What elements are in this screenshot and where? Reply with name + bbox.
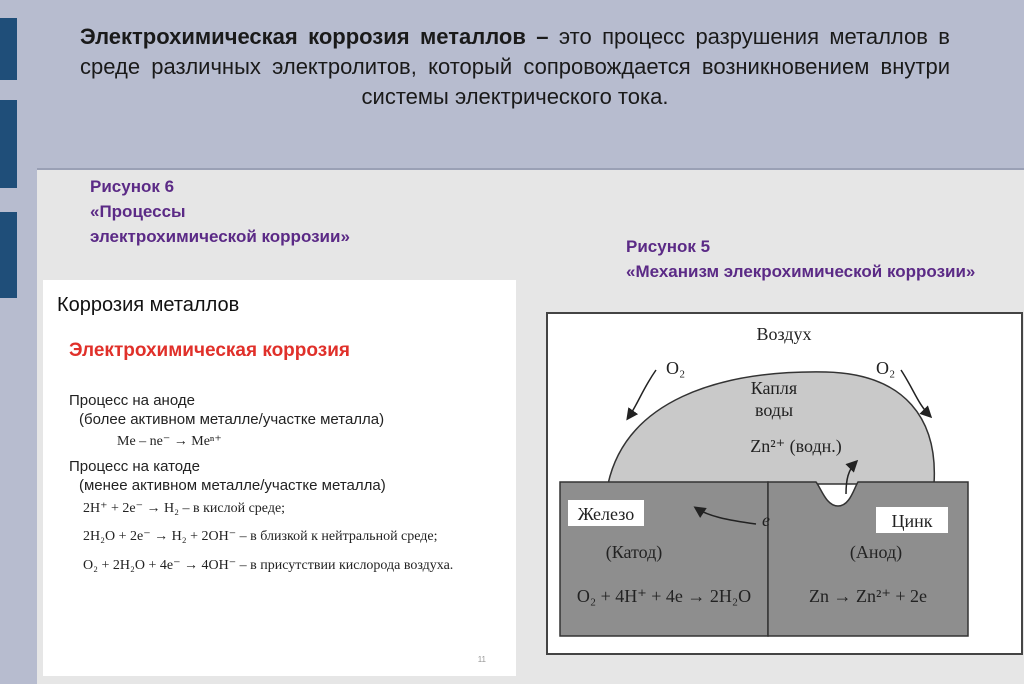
definition-term: Электрохимическая коррозия металлов – (80, 24, 549, 49)
figure6-image (43, 280, 516, 676)
definition-body: это процесс разрушения металлов в среде различных электролитов, который сопровождается возникновением внутри системы электрического тока. (80, 24, 950, 109)
drop-label-1: Капля (750, 378, 798, 398)
cathode-equation-neutral: 2H₂O + 2e⁻ → H₂ + 2OH⁻ – в близкой к нейтральной среде; (83, 529, 438, 544)
figure6-caption-title: «Процессы электрохимической коррозии» (90, 202, 350, 246)
cathode-detail: (менее активном металле/участке металла) (79, 477, 386, 494)
figure5-caption (626, 234, 986, 284)
figure6-title: Коррозия металлов (57, 294, 240, 316)
figure6-subtitle: Электрохимическая коррозия (69, 340, 350, 361)
electron-label: e (762, 510, 770, 530)
o2-right-label: O₂ (876, 358, 896, 378)
figure6-caption (90, 174, 350, 249)
cathode-reaction: O₂ + 4H⁺ + 4e → 2H₂O (576, 586, 752, 606)
air-label: Воздух (756, 324, 812, 344)
anode-label: (Анод) (849, 542, 903, 562)
figure5-caption-number: Рисунок 5 (626, 237, 711, 256)
side-accent-bar (0, 18, 17, 80)
anode-heading: Процесс на аноде (69, 392, 195, 409)
cathode-equation-oxygen: O₂ + 2H₂O + 4e⁻ → 4OH⁻ – в присутствии кислорода воздуха. (83, 558, 454, 573)
cathode-heading: Процесс на катоде (69, 458, 200, 475)
figure6-caption-number: Рисунок 6 (90, 177, 175, 196)
figure5-caption-title: «Механизм элекрохимической коррозии» (626, 262, 976, 281)
corrosion-mechanism-svg (546, 312, 1023, 655)
page-number: 11 (477, 655, 486, 664)
o2-left-label: O₂ (666, 358, 686, 378)
figure5-diagram (546, 312, 1023, 655)
zinc-label: Цинк (891, 511, 933, 531)
iron-label: Железо (577, 504, 635, 524)
side-accent-bar (0, 100, 17, 188)
anode-detail: (более активном металле/участке металла) (79, 411, 385, 428)
anode-reaction: Zn → Zn²⁺ + 2e (808, 586, 928, 606)
zn-ion-label: Zn²⁺ (водн.) (750, 436, 842, 456)
side-accent-bar (0, 212, 17, 298)
cathode-equation-acid: 2H⁺ + 2e⁻ → H₂ – в кислой среде; (83, 501, 286, 516)
definition-text (80, 22, 950, 112)
drop-label-2: воды (754, 400, 794, 420)
anode-equation: Me – ne⁻ → Meⁿ⁺ (117, 434, 222, 449)
cathode-label: (Катод) (605, 542, 663, 562)
